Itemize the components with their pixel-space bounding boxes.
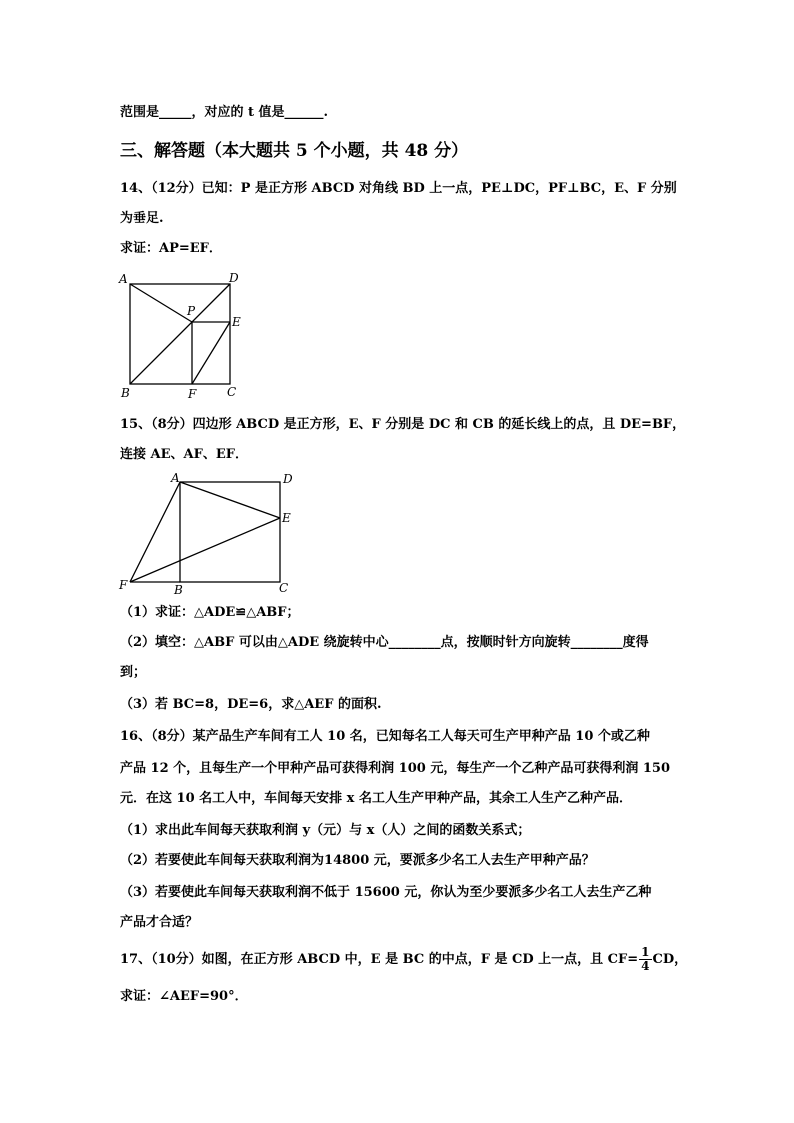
q15-line1: 15、（8分）四边形 ABCD 是正方形，E、F 分别是 DC 和 CB 的延长线上的点，且 DE=BF， — [120, 417, 686, 432]
q14-label-f: F — [188, 387, 197, 401]
q17-line1-text: 17、（10分）如图，在正方形 ABCD 中，E 是 BC 的中点，F 是 CD 上一点，且 CF= — [120, 952, 639, 967]
q16-line3: 元．在这 10 名工人中，车间每天安排 x 名工人生产甲种产品，其余工人生产乙种产品． — [120, 791, 632, 806]
q15-line2: 连接 AE、AF、EF． — [120, 447, 248, 462]
q14-label-d: D — [229, 271, 239, 285]
q15-label-d: D — [283, 472, 293, 486]
q14-label-e: E — [232, 315, 241, 329]
q14-figure — [116, 268, 256, 403]
fraction-numerator: 1 — [641, 945, 650, 959]
q17-line1-tail: CD， — [652, 952, 688, 967]
q15-square — [180, 482, 280, 582]
q14-label-b: B — [121, 386, 130, 400]
q15-label-e: E — [282, 511, 291, 525]
q17-line2: 求证：∠AEF=90°． — [120, 989, 248, 1004]
q16-part2: （2）若要使此车间每天获取利润为14800 元，要派多少名工人去生产甲种产品？ — [120, 853, 595, 868]
q15-segment-ae — [180, 482, 280, 518]
q14-segment-ap — [130, 284, 192, 322]
q15-label-c: C — [279, 581, 289, 595]
q15-part1: （1）求证：△ADE≌△ABF； — [120, 605, 300, 620]
section-title: 三、解答题（本大题共 5 个小题，共 48 分） — [120, 141, 469, 161]
q16-part1: （1）求出此车间每天获取利润 y（元）与 x（人）之间的函数关系式； — [120, 823, 531, 838]
q14-label-c: C — [227, 385, 237, 399]
q14-diagonal-bd — [130, 284, 230, 384]
q15-label-f: F — [119, 578, 128, 592]
previous-question-tail: 范围是_____，对应的 t 值是______. — [120, 105, 329, 120]
q14-label-p: P — [187, 304, 196, 318]
q15-label-b: B — [174, 583, 183, 597]
q14-segment-ef — [192, 322, 230, 384]
q17-line1 — [120, 946, 687, 973]
q16-part3b: 产品才合适？ — [120, 915, 199, 930]
q14-line2: 为垂足. — [120, 211, 164, 226]
q16-line1: 16、（8分）某产品生产车间有工人 10 名，已知每名工人每天可生产甲种产品 10 个或乙种 — [120, 729, 650, 744]
q15-label-a: A — [171, 471, 180, 485]
q15-figure — [116, 470, 301, 598]
q15-part3: （3）若 BC=8，DE=6，求△AEF 的面积. — [120, 697, 382, 712]
fraction-one-quarter — [639, 946, 651, 973]
fraction-denominator: 4 — [641, 959, 650, 973]
q15-part2: （2）填空：△ABF 可以由△ADE 绕旋转中心________点，按顺时针方向旋转________度得 — [120, 635, 649, 650]
q16-part3: （3）若要使此车间每天获取利润不低于 15600 元，你认为至少要派多少名工人去生产乙种 — [120, 885, 652, 900]
q14-line1: 14、（12分）已知：P 是正方形 ABCD 对角线 BD 上一点，PE⊥DC，PF⊥BC，E、F 分别 — [120, 181, 677, 196]
q14-label-a: A — [119, 272, 128, 286]
q14-line3: 求证：AP=EF． — [120, 241, 222, 256]
q15-segment-fe — [130, 518, 280, 582]
q15-segment-af — [130, 482, 180, 582]
q16-line2: 产品 12 个，且每生产一个甲种产品可获得利润 100 元，每生产一个乙种产品可获得利润 150 — [120, 761, 670, 776]
q15-part2b: 到； — [120, 665, 147, 680]
